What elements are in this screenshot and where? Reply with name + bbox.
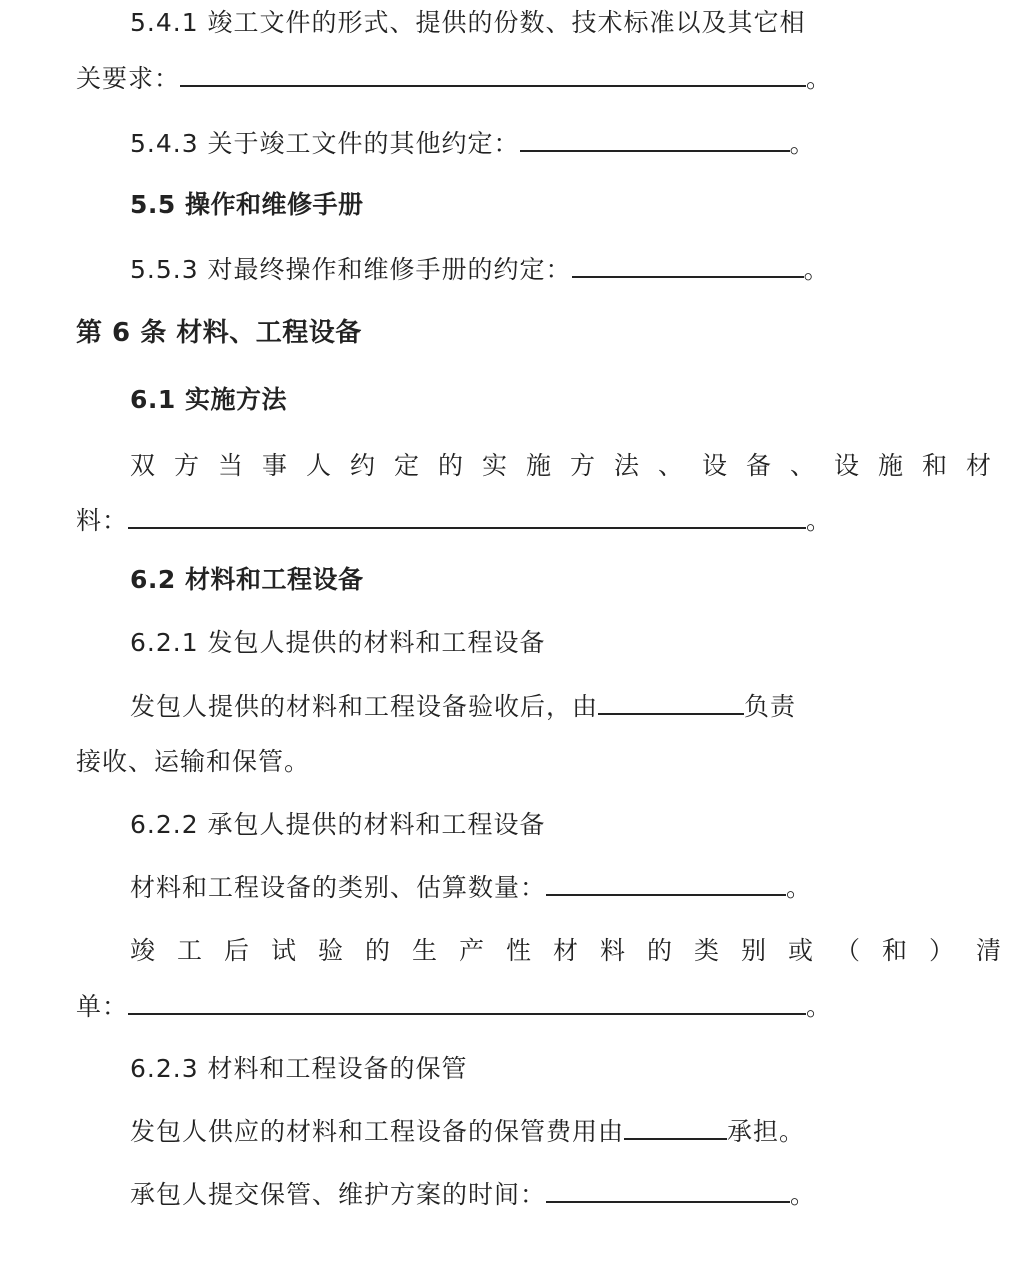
clause-6-2-2-para1 xyxy=(130,871,812,905)
clause-6-2-2-para2-text: 竣工后试验的生产性材料的类别或（和）清 xyxy=(130,936,1023,965)
section-6-1-para-line1 xyxy=(130,449,1010,483)
section-5-5-heading xyxy=(130,188,364,222)
clause-6-2-2-para2-line1 xyxy=(130,934,1023,968)
clause-5-4-1-label: 关要求： xyxy=(76,64,181,93)
section-6-1-para-text: 双方当事人约定的实施方法、设备、设施和材 xyxy=(130,451,1011,480)
section-6-1-title: 6.1 实施方法 xyxy=(130,385,287,414)
period: 。 xyxy=(806,64,833,93)
clause-6-2-1-para-line2 xyxy=(76,745,310,779)
section-6-2-title: 6.2 材料和工程设备 xyxy=(130,565,364,594)
fill-blank-5-4-3[interactable] xyxy=(520,128,790,152)
fill-blank-6-2-3-time[interactable] xyxy=(546,1179,790,1203)
clause-6-2-1-para-line1 xyxy=(130,690,796,724)
clause-5-4-1-text: 5.4.1 竣工文件的形式、提供的份数、技术标准以及其它相 xyxy=(130,8,806,37)
period: 。 xyxy=(786,873,813,902)
clause-5-5-3 xyxy=(130,253,830,287)
clause-6-2-2-list-label: 单： xyxy=(76,992,129,1021)
clause-5-5-3-label: 5.5.3 对最终操作和维修手册的约定： xyxy=(130,255,572,284)
clause-6-2-1-heading xyxy=(130,626,546,660)
clause-6-2-2-para2-line2 xyxy=(76,990,832,1024)
clause-6-2-2-label: 材料和工程设备的类别、估算数量： xyxy=(130,873,547,902)
clause-6-2-3-text-a: 发包人供应的材料和工程设备的保管费用由 xyxy=(130,1117,625,1146)
article-6-title: 第 6 条 材料、工程设备 xyxy=(76,318,362,348)
fill-blank-6-1[interactable] xyxy=(128,505,806,529)
clause-6-2-1-text-a: 发包人提供的材料和工程设备验收后，由 xyxy=(130,692,599,721)
section-6-1-label: 料： xyxy=(76,506,129,535)
clause-6-2-2-title: 6.2.2 承包人提供的材料和工程设备 xyxy=(130,810,546,839)
fill-blank-6-2-3-cost[interactable] xyxy=(624,1116,727,1140)
clause-6-2-3-heading xyxy=(130,1052,468,1086)
fill-blank-6-2-2-list[interactable] xyxy=(128,991,806,1015)
clause-5-4-3 xyxy=(130,127,816,161)
section-5-5-title: 5.5 操作和维修手册 xyxy=(130,190,364,219)
clause-6-2-3-label: 承包人提交保管、维护方案的时间： xyxy=(130,1180,547,1209)
period: 。 xyxy=(803,255,830,284)
clause-6-2-3-title: 6.2.3 材料和工程设备的保管 xyxy=(130,1054,468,1083)
clause-6-2-1-title: 6.2.1 发包人提供的材料和工程设备 xyxy=(130,628,546,657)
period: 。 xyxy=(790,1180,817,1209)
clause-6-2-3-para2 xyxy=(130,1178,816,1212)
period: 。 xyxy=(789,129,816,158)
fill-blank-5-4-1[interactable] xyxy=(180,63,806,87)
clause-5-4-1-line2 xyxy=(76,62,832,96)
section-6-2-heading xyxy=(130,563,364,597)
period: 。 xyxy=(806,506,833,535)
clause-5-4-1-line1 xyxy=(130,6,806,40)
article-6-heading xyxy=(76,316,362,350)
fill-blank-5-5-3[interactable] xyxy=(572,254,804,278)
clause-6-2-3-para1 xyxy=(130,1115,805,1149)
clause-6-2-2-heading xyxy=(130,808,546,842)
section-6-1-para-line2 xyxy=(76,504,832,538)
section-6-1-heading xyxy=(130,383,287,417)
fill-blank-6-2-1[interactable] xyxy=(598,691,744,715)
clause-6-2-1-text-b: 负责 xyxy=(744,692,797,721)
clause-5-4-3-label: 5.4.3 关于竣工文件的其他约定： xyxy=(130,129,520,158)
clause-6-2-1-text-c: 接收、运输和保管。 xyxy=(76,747,311,776)
clause-6-2-3-text-b: 承担。 xyxy=(727,1117,806,1146)
period: 。 xyxy=(806,992,833,1021)
fill-blank-6-2-2-quantity[interactable] xyxy=(546,872,786,896)
